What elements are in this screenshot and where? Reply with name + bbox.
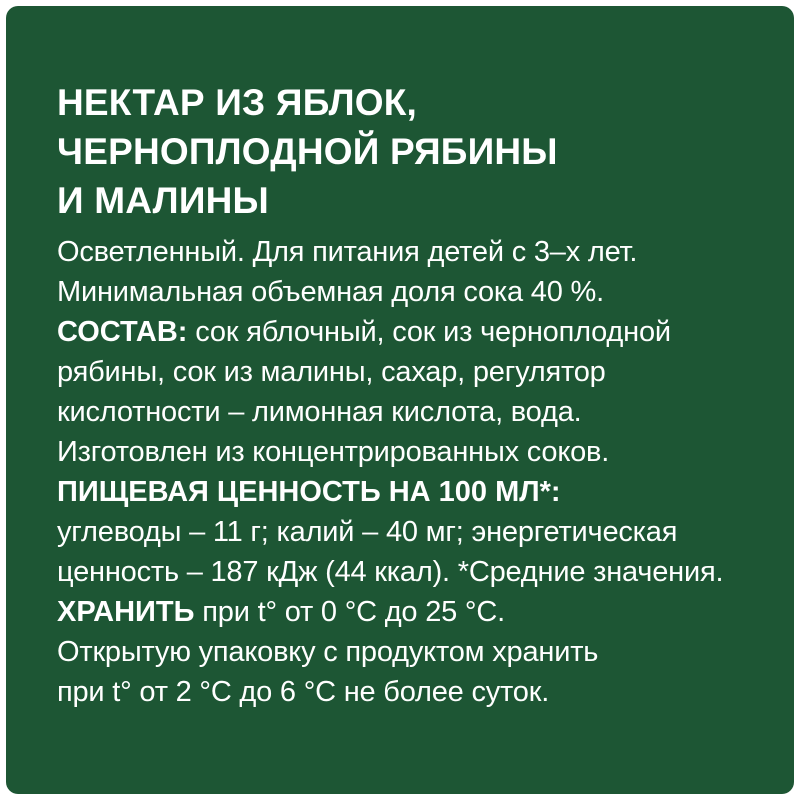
line-text: при t° от 2 °С до 6 °С не более суток. [57,676,550,708]
product-description [57,232,758,712]
line-text: Осветленный. Для питания детей с 3–х лет. [57,236,638,268]
line-text: Открытую упаковку с продуктом хранить [57,636,599,668]
line-text: Изготовлен из концентрированных соков. [57,436,610,468]
line-text: рябины, сок из малины, сахар, регулятор [57,356,606,388]
product-label-card [6,6,794,794]
line-text: сок яблочный, сок из черноплодной [187,316,671,348]
line-text: ценность – 187 кДж (44 ккал). *Средние значения. [57,556,724,588]
storage-line [57,672,758,712]
title-line-3: И МАЛИНЫ [57,180,269,221]
description-line [57,272,758,312]
ingredients-line [57,352,758,392]
title-line-2: ЧЕРНОПЛОДНОЙ РЯБИНЫ [57,131,558,172]
line-bold-lead: СОСТАВ: [57,316,188,348]
ingredients-line [57,432,758,472]
nutrition-line [57,552,758,592]
nutrition-heading-line [57,472,758,512]
line-bold-lead: ПИЩЕВАЯ ЦЕННОСТЬ НА 100 МЛ*: [57,476,561,508]
nutrition-line [57,512,758,552]
line-bold-lead: ХРАНИТЬ [57,596,195,628]
title-line-1: НЕКТАР ИЗ ЯБЛОК, [57,82,417,123]
ingredients-line [57,312,758,352]
line-text: при t° от 0 °С до 25 °С. [194,596,505,628]
line-text: Минимальная объемная доля сока 40 %. [57,276,604,308]
storage-line [57,632,758,672]
ingredients-line [57,392,758,432]
storage-line [57,592,758,632]
line-text: кислотности – лимонная кислота, вода. [57,396,582,428]
product-title [57,78,758,225]
description-line [57,232,758,272]
line-text: углеводы – 11 г; калий – 40 мг; энергетическая [57,516,678,548]
